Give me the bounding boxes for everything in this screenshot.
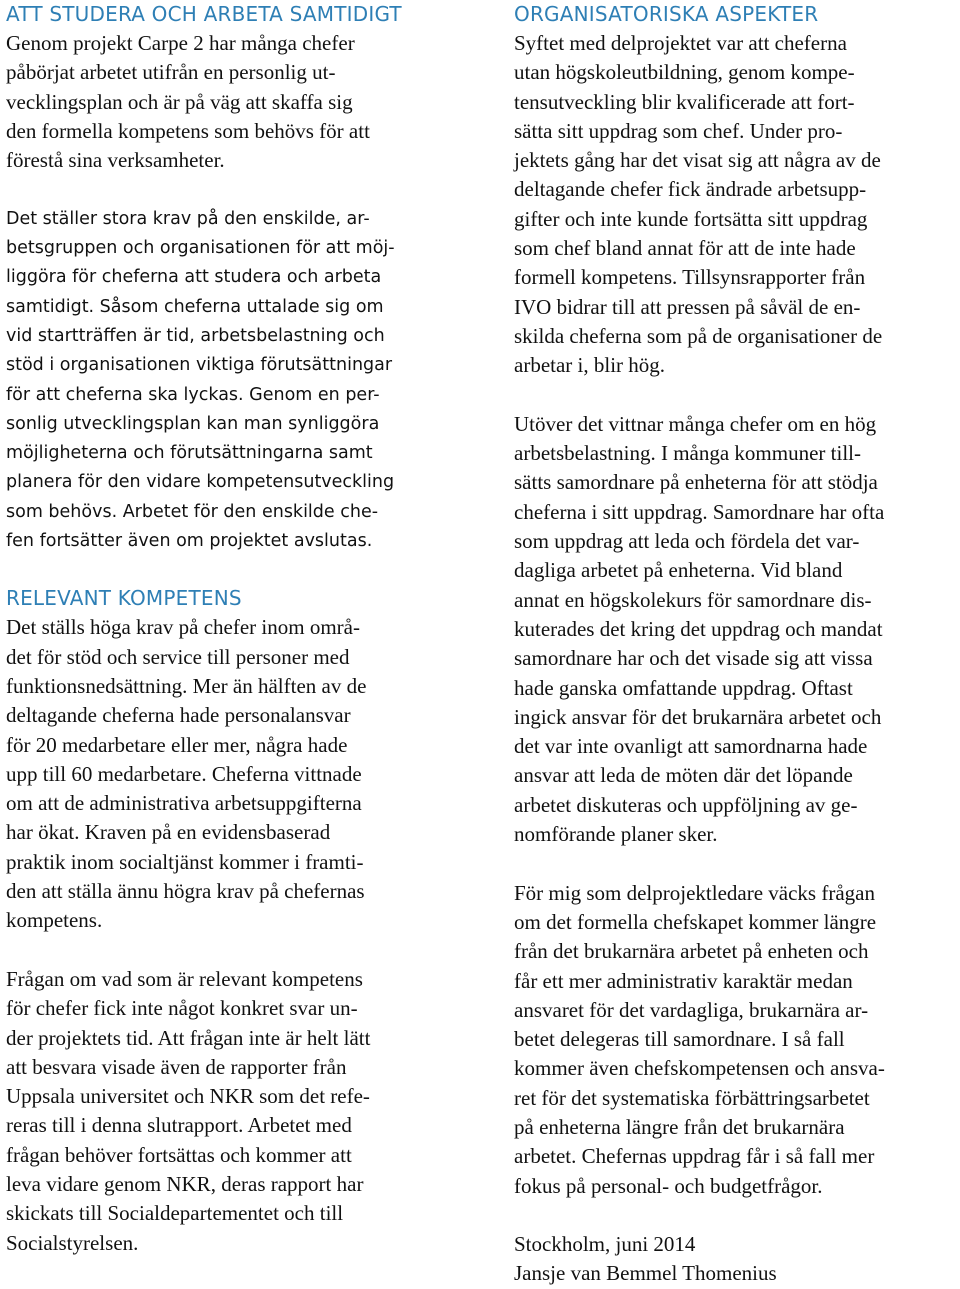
text-line: Det ställs höga krav på chefer inom områ- [6, 615, 360, 640]
paragraph-project-leader-reflection [514, 879, 960, 1201]
text-line: Det ställer stora krav på den enskilde, ar- [6, 208, 370, 229]
text-line: gifter och inte kunde fortsätta sitt uppdrag [514, 206, 868, 231]
text-line: Socialstyrelsen. [6, 1230, 139, 1255]
text-line: kommer även chefskompetensen och ansva- [514, 1056, 885, 1081]
text-line: IVO bidrar till att pressen på såväl de en- [514, 294, 861, 319]
text-line: reras till i denna slutrapport. Arbetet med [6, 1113, 352, 1138]
text-line: som chef bland annat för att de inte hade [514, 236, 856, 261]
text-line: som uppdrag att leda och fördela det var- [514, 529, 860, 554]
text-line: fokus på personal- och budgetfrågor. [514, 1173, 823, 1198]
signature-place-date: Stockholm, juni 2014 [514, 1232, 696, 1257]
text-line: om det formella chefskapet kommer längre [514, 909, 877, 934]
paragraph-workload-coordinators [514, 410, 960, 849]
text-line: deltagande chefer fick ändrade arbetsupp- [514, 177, 867, 202]
paragraph-study-work-intro [6, 29, 456, 175]
text-line: nomförande planer sker. [514, 822, 718, 847]
text-line: samtidigt. Såsom cheferna uttalade sig om [6, 296, 384, 317]
text-line: Syftet med delprojektet var att cheferna [514, 31, 847, 55]
text-line: der projektets tid. Att frågan inte är helt lätt [6, 1025, 371, 1050]
text-line: arbetet diskuteras och uppföljning av ge- [514, 792, 858, 817]
text-line: hade ganska omfattande uppdrag. Oftast [514, 675, 853, 700]
left-column [6, 0, 456, 1258]
text-line: betet delegeras till samordnare. I så fall [514, 1027, 845, 1052]
section-heading-relevant-competence: RELEVANT KOMPETENS [6, 586, 242, 611]
text-line: sätts samordnare på enheterna för att stödja [514, 470, 878, 495]
text-line: tensutveckling blir kvalificerade att fort- [514, 89, 855, 114]
text-line: om att de administrativa arbetsuppgifterna [6, 791, 362, 816]
text-line: för att cheferna ska lyckas. Genom en per- [6, 384, 380, 405]
text-line: För mig som delprojektledare väcks frågan [514, 880, 875, 905]
text-line: får ett mer administrativ karaktär medan [514, 968, 853, 993]
text-line: påbörjat arbetet utifrån en personlig ut- [6, 60, 336, 85]
paragraph-study-work-demands [6, 205, 456, 557]
text-line: annat en högskolekurs för samordnare dis- [514, 587, 872, 612]
text-line: Uppsala universitet och NKR som det refe- [6, 1084, 370, 1109]
text-line: har ökat. Kraven på en evidensbaserad [6, 820, 331, 845]
text-line: funktionsnedsättning. Mer än hälften av de [6, 673, 367, 698]
right-column [514, 0, 960, 1289]
paragraph-competence-demands [6, 613, 456, 935]
text-line: arbetsbelastning. I många kommuner till- [514, 441, 861, 466]
text-line: möjligheterna och förutsättningarna samt [6, 443, 373, 464]
text-line: upp till 60 medarbetare. Cheferna vittnade [6, 761, 362, 786]
text-line: leva vidare genom NKR, deras rapport har [6, 1171, 364, 1196]
text-line: jektets gång har det visat sig att några av de [514, 148, 881, 173]
text-line: skickats till Socialdepartementet och till [6, 1201, 344, 1226]
text-line: praktik inom socialtjänst kommer i framti- [6, 849, 364, 874]
text-line: kuterades det kring det uppdrag och mandat [514, 616, 883, 641]
text-line: den att ställa ännu högra krav på chefernas [6, 879, 365, 904]
text-line: ansvaret för det vardagliga, brukarnära ar- [514, 997, 869, 1022]
text-line: det var inte ovanligt att samordnarna hade [514, 734, 868, 759]
signature-author: Jansje van Bemmel Thomenius [514, 1261, 777, 1286]
text-line: fen fortsätter även om projektet avslutas. [6, 531, 373, 552]
text-line: formell kompetens. Tillsynsrapporter från [514, 265, 866, 290]
text-line: cheferna i sitt uppdrag. Samordnare har ofta [514, 499, 885, 524]
text-line: för 20 medarbetare eller mer, några hade [6, 732, 348, 757]
section-heading-organisational-aspects: ORGANISATORISKA ASPEKTER [514, 2, 819, 26]
text-line: på enheterna längre från det brukarnära [514, 1114, 845, 1139]
text-line: sonlig utvecklingsplan kan man synliggöra [6, 413, 380, 434]
text-line: ret för det systematiska förbättringsarbetet [514, 1085, 870, 1110]
text-line: deltagande cheferna hade personalansvar [6, 703, 351, 728]
text-line: arbetet. Chefernas uppdrag får i så fall mer [514, 1144, 875, 1169]
text-line: att besvara visade även de rapporter från [6, 1054, 347, 1079]
text-line: det för stöd och service till personer med [6, 644, 350, 669]
text-line: ingick ansvar för det brukarnära arbetet och [514, 704, 882, 729]
text-line: kompetens. [6, 908, 103, 933]
text-line: frågan behöver fortsättas och kommer att [6, 1142, 352, 1167]
text-line: förestå sina verksamheter. [6, 148, 225, 173]
section-heading-study-work: ATT STUDERA OCH ARBETA SAMTIDIGT [6, 2, 402, 26]
text-line: den formella kompetens som behövs för att [6, 118, 370, 143]
text-line: arbetar i, blir hög. [514, 353, 666, 378]
paragraph-competence-question [6, 965, 456, 1258]
text-line: vid startträffen är tid, arbetsbelastning och [6, 325, 385, 346]
text-line: utan högskoleutbildning, genom kompe- [514, 60, 855, 85]
text-line: Utöver det vittnar många chefer om en hög [514, 411, 877, 436]
text-line: för chefer fick inte något konkret svar un- [6, 996, 358, 1021]
text-line: planera för den vidare kompetensutveckling [6, 472, 395, 493]
text-line: som behövs. Arbetet för den enskilde che- [6, 501, 379, 522]
text-line: från det brukarnära arbetet på enheten och [514, 939, 869, 964]
text-line: samordnare har och det visade sig att vissa [514, 646, 873, 671]
text-line: skilda cheferna som på de organisationer de [514, 323, 883, 348]
text-line: vecklingsplan och är på väg att skaffa sig [6, 89, 353, 114]
text-line: ansvar att leda de möten där det löpande [514, 763, 853, 788]
text-line: sätta sitt uppdrag som chef. Under pro- [514, 118, 843, 143]
text-line: Genom projekt Carpe 2 har många chefer [6, 31, 355, 55]
text-line: dagliga arbetet på enheterna. Vid bland [514, 558, 843, 583]
text-line: betsgruppen och organisationen för att möj- [6, 238, 395, 259]
text-line: stöd i organisationen viktiga förutsättningar [6, 355, 393, 376]
text-line: liggöra för cheferna att studera och arbeta [6, 267, 382, 288]
signature-block [514, 1230, 960, 1289]
text-line: Frågan om vad som är relevant kompetens [6, 966, 363, 991]
paragraph-organisational-purpose [514, 29, 960, 381]
